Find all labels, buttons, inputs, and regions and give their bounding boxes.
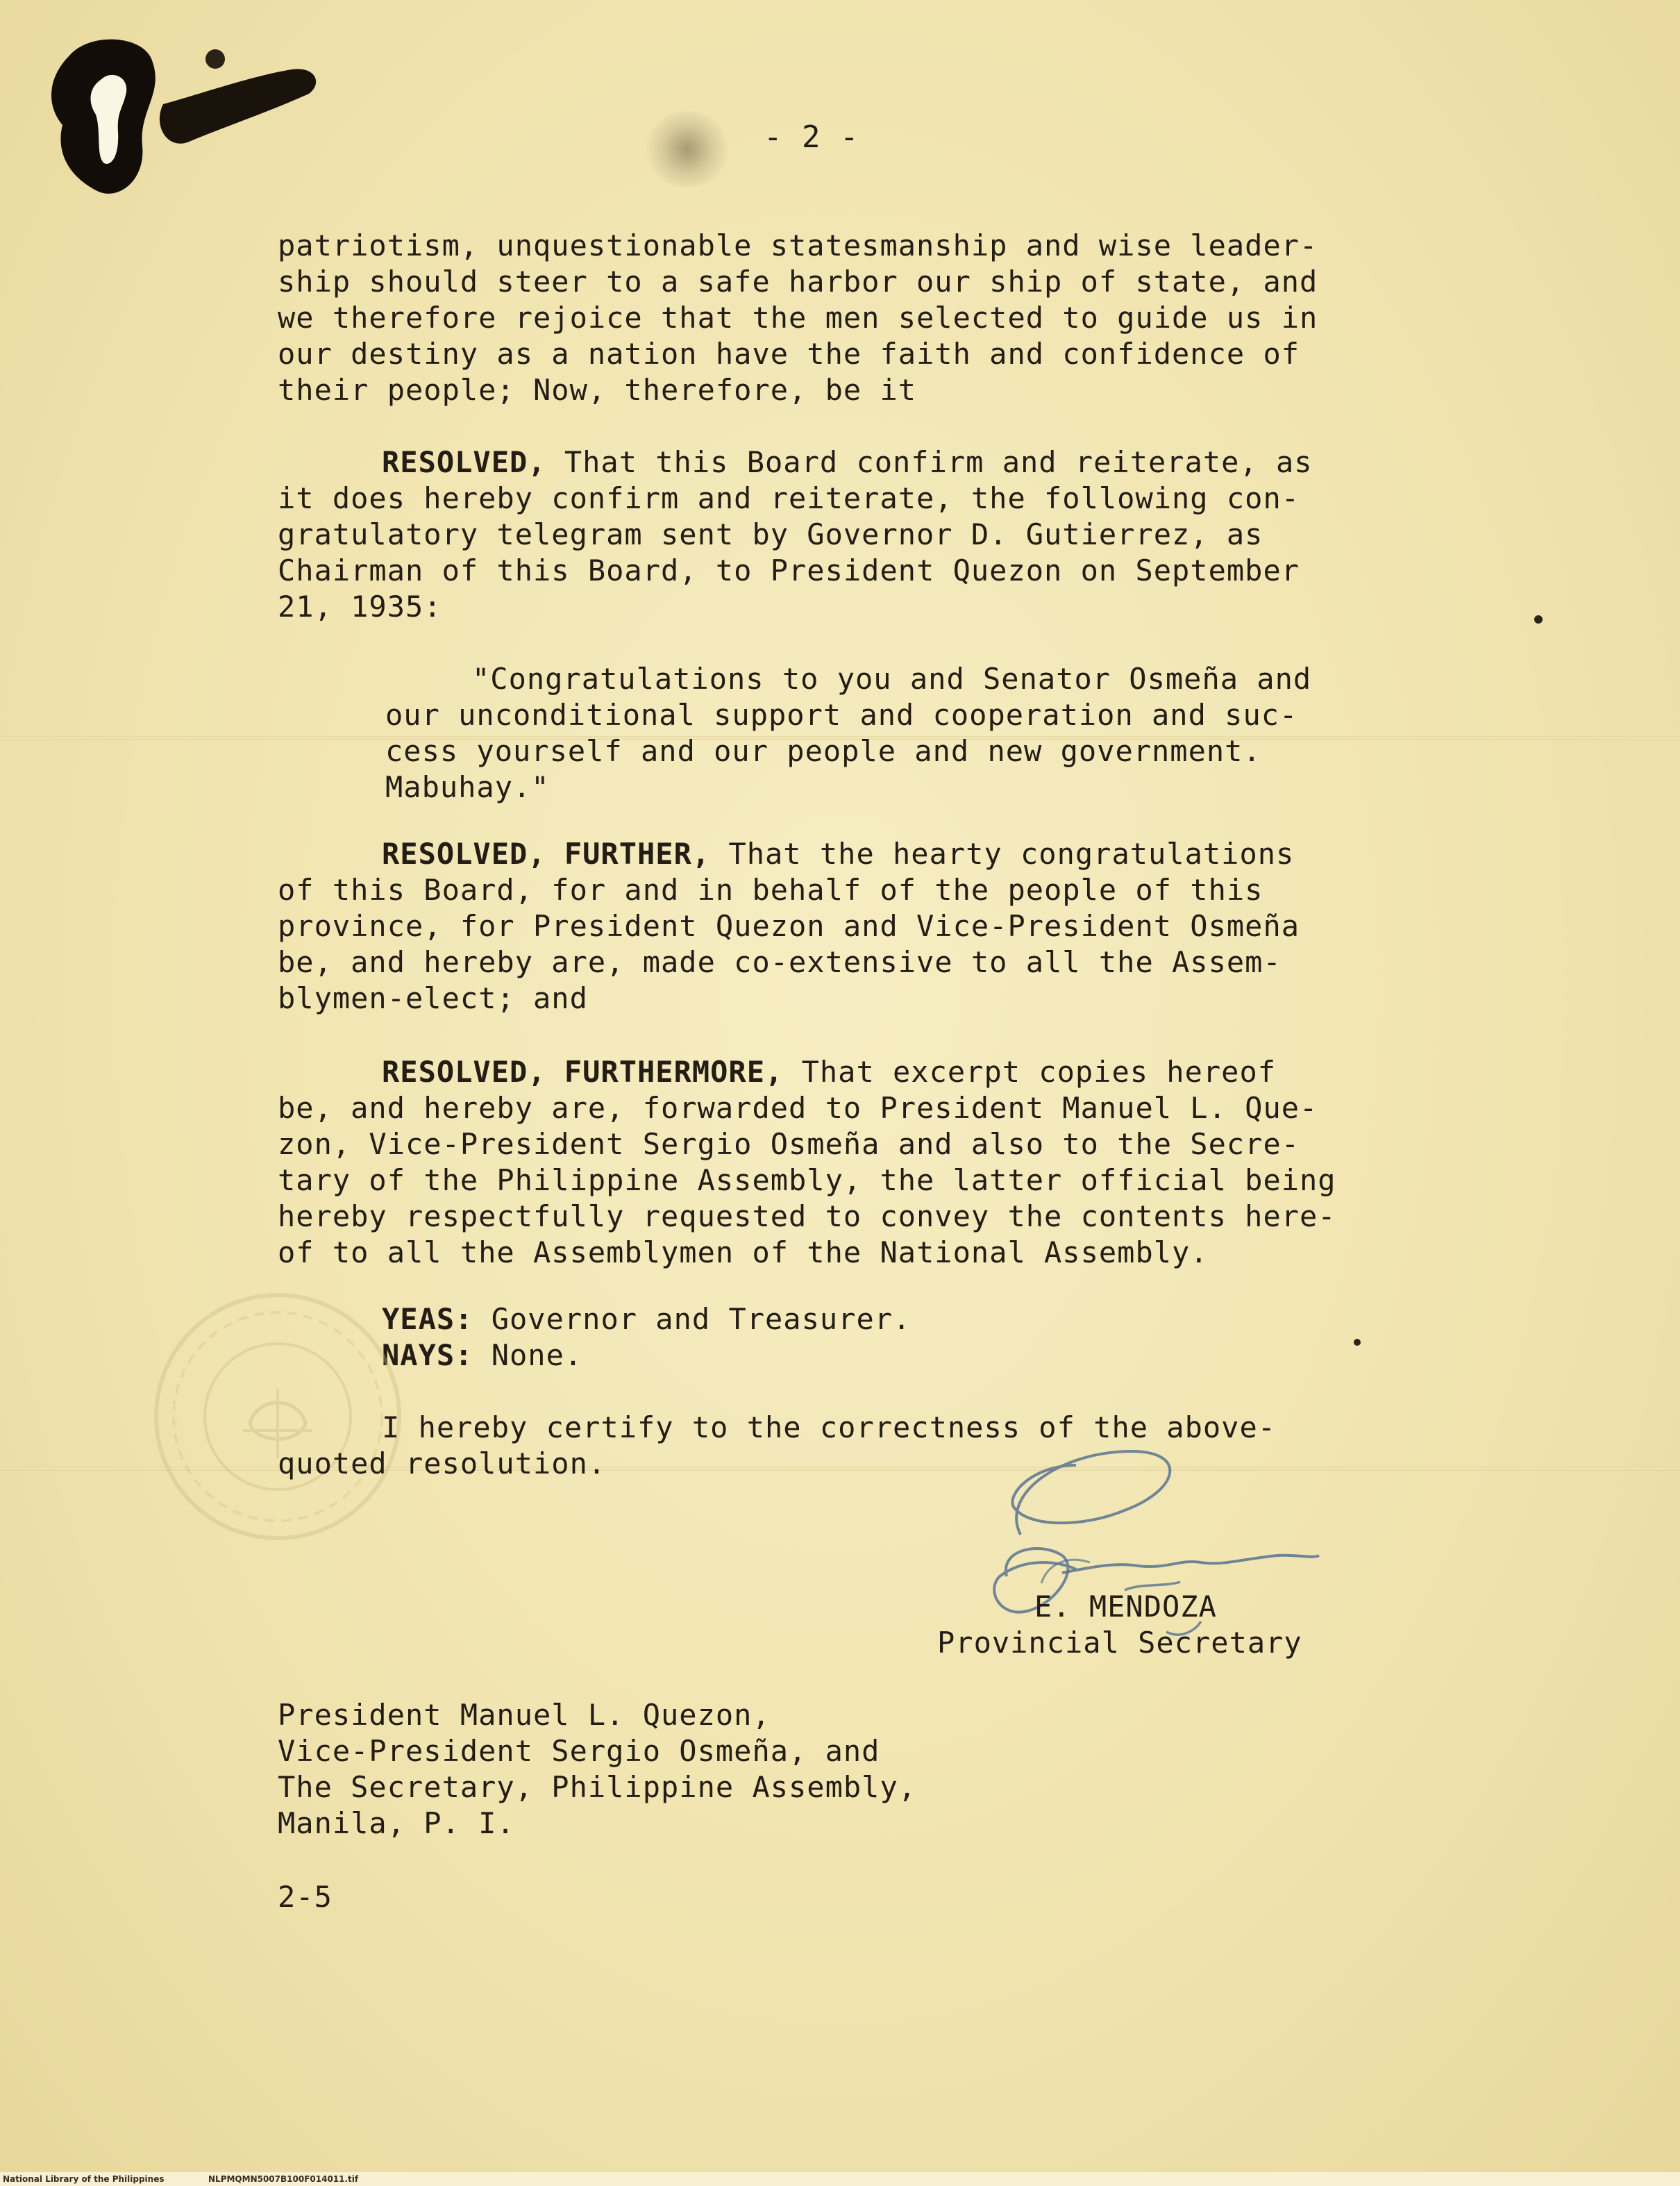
resolved-further-heading: RESOLVED, FURTHER,	[382, 837, 711, 871]
addressee-line: President Manuel L. Quezon,	[278, 1698, 771, 1732]
text-line: we therefore rejoice that the men selected to guide us in	[278, 301, 1318, 335]
yeas-value: Governor and Treasurer.	[473, 1302, 912, 1336]
signatory-name: E. MENDOZA	[1034, 1590, 1217, 1624]
text-fragment: That the hearty congratulations	[710, 837, 1295, 871]
text-line: our unconditional support and cooperation and suc-	[385, 698, 1298, 732]
text-line: 21, 1935:	[278, 590, 442, 624]
text-line: quoted resolution.	[278, 1446, 607, 1480]
reference-code: 2-5	[278, 1880, 333, 1914]
ink-speck	[1354, 1339, 1361, 1346]
text-line: cess yourself and our people and new government.	[385, 734, 1261, 768]
text-line	[382, 444, 1313, 481]
scan-filename: NLPMQMN5007B100F014011.tif	[208, 2174, 359, 2184]
library-credit: National Library of the Philippines	[3, 2174, 165, 2184]
text-line: tary of the Philippine Assembly, the latter official being	[278, 1163, 1336, 1197]
embossed-seal	[146, 1285, 410, 1549]
text-line: patriotism, unquestionable statesmanship and wise leader-	[278, 228, 1318, 262]
text-fragment: That this Board confirm and reiterate, as	[546, 445, 1313, 479]
text-line: our destiny as a nation have the faith and confidence of	[278, 337, 1300, 371]
page-number: - 2 -	[764, 119, 859, 155]
ink-smudge	[646, 111, 729, 187]
yeas-label: YEAS:	[382, 1302, 473, 1336]
text-line: "Congratulations to you and Senator Osmeña and	[472, 662, 1312, 696]
resolved-heading: RESOLVED,	[382, 445, 546, 479]
text-line: gratulatory telegram sent by Governor D. Gutierrez, as	[278, 517, 1263, 551]
text-line: hereby respectfully requested to convey the contents here-	[278, 1199, 1336, 1233]
text-line: I hereby certify to the correctness of the above-	[382, 1410, 1277, 1444]
nays-value: None.	[473, 1338, 583, 1372]
ink-blot-stain	[42, 28, 333, 208]
text-line: zon, Vice-President Sergio Osmeña and also to the Secre-	[278, 1127, 1300, 1161]
text-line	[382, 836, 1294, 872]
text-line: their people; Now, therefore, be it	[278, 373, 917, 407]
text-line	[382, 1054, 1276, 1090]
text-line: Chairman of this Board, to President Quezon on September	[278, 553, 1300, 587]
text-line: province, for President Quezon and Vice-President Osmeña	[278, 909, 1300, 943]
addressee-line: The Secretary, Philippine Assembly,	[278, 1770, 917, 1804]
addressee-line: Manila, P. I.	[278, 1806, 515, 1840]
text-line: blymen-elect; and	[278, 981, 588, 1015]
nays-label: NAYS:	[382, 1338, 473, 1372]
signatory-title: Provincial Secretary	[937, 1626, 1302, 1660]
text-line: of to all the Assemblymen of the National Assembly.	[278, 1235, 1209, 1269]
nays-line	[382, 1337, 582, 1374]
archive-footer	[0, 2172, 1680, 2186]
resolved-furthermore-heading: RESOLVED, FURTHERMORE,	[382, 1055, 784, 1089]
yeas-line	[382, 1301, 911, 1337]
text-line: ship should steer to a safe harbor our ship of state, and	[278, 265, 1318, 299]
text-line: be, and hereby are, made co-extensive to all the Assem-	[278, 945, 1282, 979]
text-line: it does hereby confirm and reiterate, the following con-	[278, 481, 1300, 515]
text-line: be, and hereby are, forwarded to President Manuel L. Que-	[278, 1091, 1318, 1125]
ink-speck	[1534, 615, 1543, 624]
addressee-line: Vice-President Sergio Osmeña, and	[278, 1734, 880, 1768]
text-fragment: That excerpt copies hereof	[783, 1055, 1277, 1089]
text-line: Mabuhay."	[385, 770, 550, 804]
text-line: of this Board, for and in behalf of the people of this	[278, 873, 1263, 907]
